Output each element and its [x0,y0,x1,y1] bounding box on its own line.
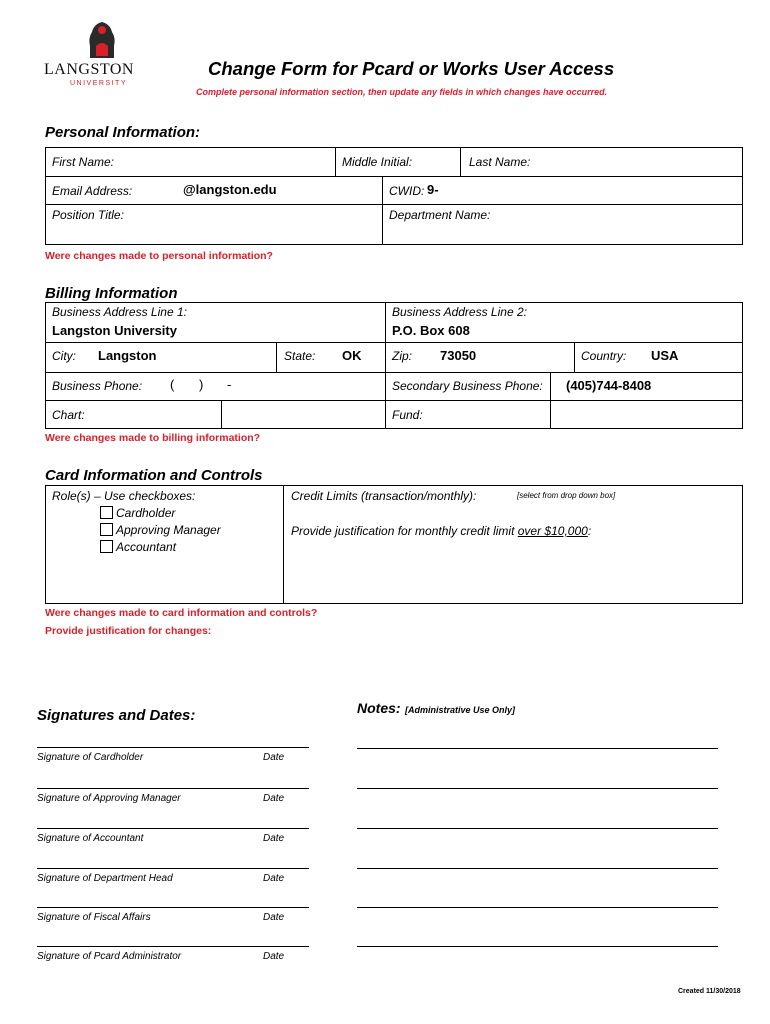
middle-initial-label: Middle Initial: [342,155,413,169]
cardholder-checkbox[interactable] [100,506,113,519]
address2-label: Business Address Line 2: [392,305,527,319]
date-label: Date [263,912,285,923]
email-field[interactable]: @langston.edu [183,182,277,197]
phone-close-paren: ) [199,377,204,392]
business-phone-field[interactable] [170,377,250,395]
address1-field[interactable]: Langston University [52,323,177,338]
notes-subheading: [Administrative Use Only] [405,705,516,715]
notes-line[interactable] [357,946,718,947]
notes-line[interactable] [357,788,718,789]
date-label: Date [263,752,285,763]
signature-label: Signature of Cardholder [37,752,144,763]
state-field[interactable]: OK [342,348,362,363]
chart-field[interactable] [223,402,383,428]
business-phone-label: Business Phone: [52,379,143,393]
accountant-label: Accountant [116,540,177,554]
email-label: Email Address: [52,184,133,198]
created-date: Created 11/30/2018 [678,988,741,995]
signatures-heading: Signatures and Dates: [37,707,196,724]
chart-label: Chart: [52,408,85,422]
cardholder-label: Cardholder [116,506,176,520]
signature-label: Signature of Approving Manager [37,793,181,804]
form-title: Change Form for Pcard or Works User Access [208,58,615,79]
position-title-label: Position Title: [52,208,124,222]
country-label: Country: [581,349,627,363]
signature-label: Signature of Fiscal Affairs [37,912,151,923]
signature-label: Signature of Department Head [37,873,173,884]
country-field[interactable]: USA [651,348,679,363]
signature-line[interactable] [37,907,309,908]
billing-heading: Billing Information [45,285,178,302]
notes-header [357,700,515,718]
address1-label: Business Address Line 1: [52,305,187,319]
justification-field[interactable] [290,545,740,601]
city-label: City: [52,349,76,363]
first-name-label: First Name: [52,155,115,169]
notes-line[interactable] [357,828,718,829]
signature-line[interactable] [37,828,309,829]
date-label: Date [263,951,285,962]
last-name-label: Last Name: [469,155,531,169]
address2-field[interactable]: P.O. Box 608 [392,323,470,338]
justification-threshold: over $10,000 [517,524,588,538]
credit-limits-label: Credit Limits (transaction/monthly): [291,489,477,503]
justification-suffix: : [587,524,592,538]
signature-line[interactable] [37,946,309,947]
logo-name: LANGSTON [44,61,134,78]
phone-dash: - [227,377,232,392]
notes-line[interactable] [357,748,718,749]
state-label: State: [284,349,316,363]
signature-label: Signature of Accountant [37,833,144,844]
department-name-label: Department Name: [389,208,491,222]
personal-changes-question: Were changes made to personal information? [45,250,273,262]
notes-line[interactable] [357,868,718,869]
date-label: Date [263,793,285,804]
approving-manager-label: Approving Manager [116,523,221,537]
secondary-phone-field[interactable]: (405)744-8408 [566,378,652,393]
justify-changes-prompt: Provide justification for changes: [45,625,212,637]
secondary-phone-label: Secondary Business Phone: [392,379,543,393]
notes-heading: Notes: [357,700,401,716]
signature-line[interactable] [37,868,309,869]
university-logo [40,18,155,90]
signature-line[interactable] [37,788,309,789]
zip-field[interactable]: 73050 [440,348,477,363]
form-subtitle: Complete personal information section, then update any fields in which changes have occurred. [196,87,608,97]
notes-line[interactable] [357,907,718,908]
accountant-checkbox[interactable] [100,540,113,553]
roles-label: Role(s) – Use checkboxes: [52,489,196,503]
last-name-field[interactable] [540,149,740,175]
cwid-field[interactable]: 9- [427,182,439,197]
credit-limits-dropdown[interactable]: [select from drop down box] [517,491,616,500]
card-changes-question: Were changes made to card information and controls? [45,607,318,619]
phone-open-paren: ( [170,377,175,392]
logo-sub: UNIVERSITY [70,80,128,87]
fund-field[interactable] [552,402,740,428]
signature-line[interactable] [37,747,309,748]
fund-label: Fund: [392,408,423,422]
date-label: Date [263,833,285,844]
personal-heading: Personal Information: [45,124,201,141]
justification-label [291,524,591,538]
zip-label: Zip: [392,349,413,363]
lion-icon [82,18,122,60]
signature-label: Signature of Pcard Administrator [37,951,182,962]
justification-prefix: Provide justification for monthly credit limit [291,524,518,538]
city-field[interactable]: Langston [98,348,157,363]
card-heading: Card Information and Controls [45,467,263,484]
cwid-label: CWID: [389,184,425,198]
first-name-field[interactable] [130,149,330,175]
approving-manager-checkbox[interactable] [100,523,113,536]
billing-changes-question: Were changes made to billing information? [45,432,261,444]
date-label: Date [263,873,285,884]
